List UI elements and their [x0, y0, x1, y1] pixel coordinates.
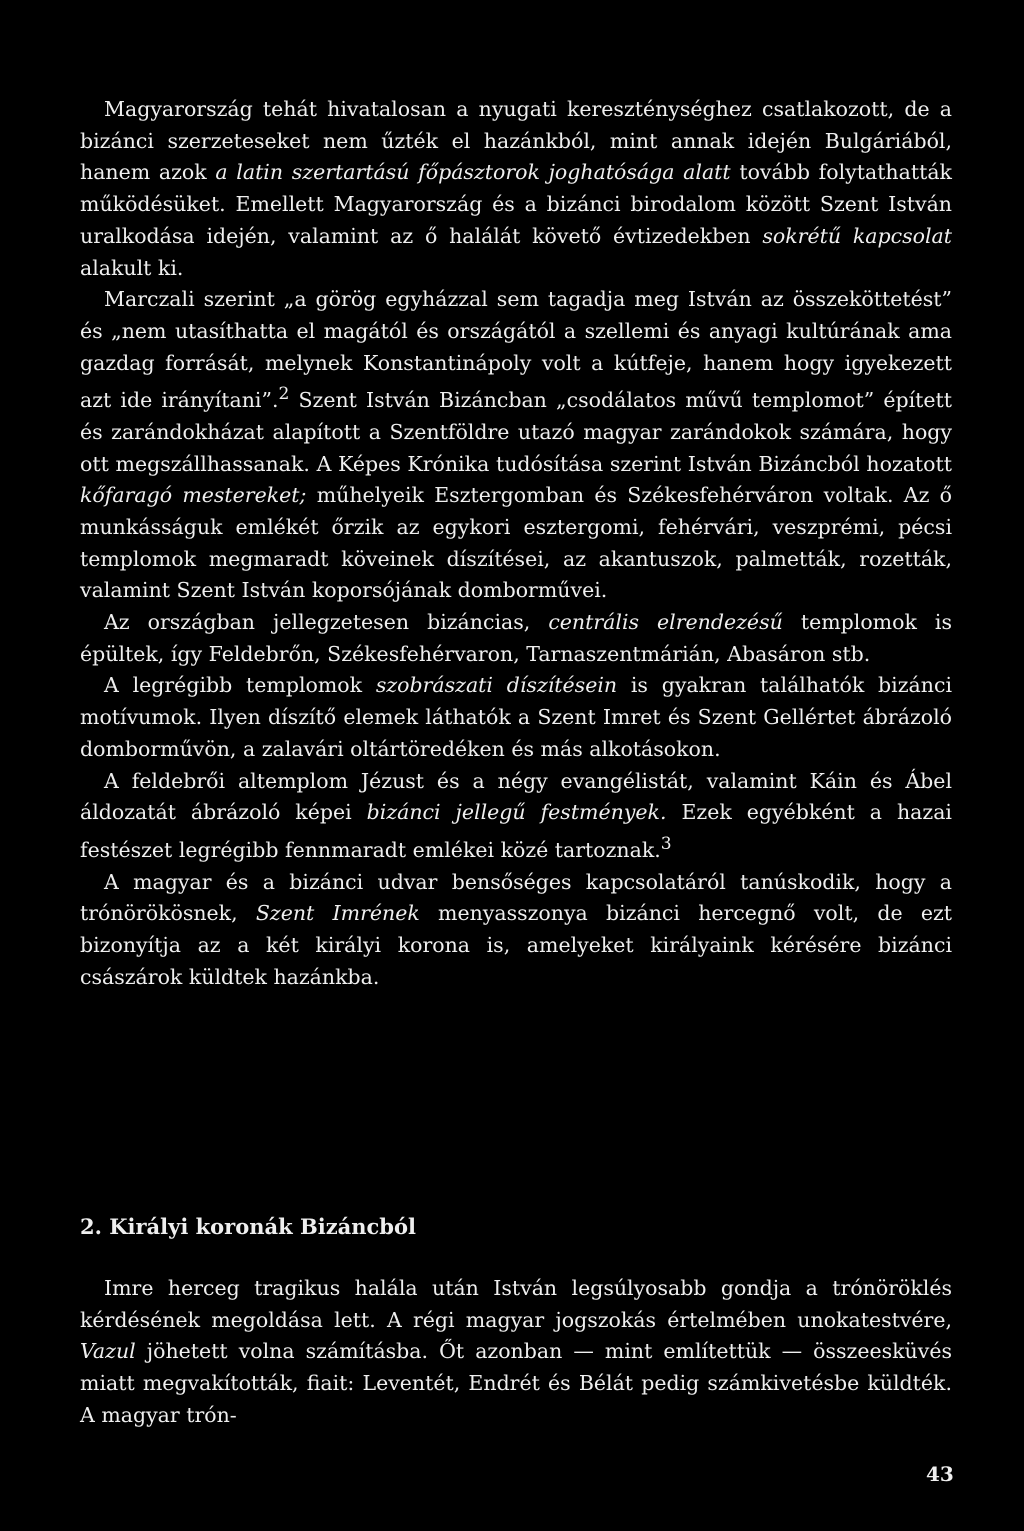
italic-emphasis: Szent Imrének: [255, 901, 420, 926]
text-run: Marczali szerint „a görög egyházzal sem tagadja meg István az összeköttetést” és „nem utasíthatta el magától és országától a szellemi és anyagi kultúrának ama gazdag forrását, melynek Konstantinápoly volt a kútfeje, hanem hogy igyekezett azt ide irányítani”.: [80, 287, 952, 413]
text-run: jöhetett volna számításba. Őt azonban — mint említettük — összeesküvés miatt megvakították, fiait: Leventét, Endrét és Bélát pedig számkivetésbe küldték. A magyar trón-: [80, 1339, 952, 1427]
paragraph: [80, 766, 952, 867]
text-run: menyasszonya bizánci hercegnő volt, de ezt bizonyítja az a két királyi korona is, amelyeket királyaink kérésére bizánci császárok küldtek hazánkba.: [80, 901, 952, 989]
paragraph: [80, 607, 952, 670]
footnote-marker: 3: [660, 834, 672, 854]
text-run: tovább folytathatták működésüket. Emellett Magyarország és a bizánci birodalom között Szent István uralkodása idején, valamint az ő halálát követő évtizedekben: [80, 160, 952, 248]
text-run: templomok is épültek, így Feldebrőn, Székesfehérvaron, Tarnaszentmárián, Abasáron stb.: [80, 610, 952, 666]
italic-emphasis: szobrászati díszítésein: [375, 673, 618, 698]
text-run: Magyarország tehát hivatalosan a nyugati kereszténységhez csatlakozott, de a bizánci szerzeteseket nem űzték el hazánkból, mint annak idején Bulgáriából, hanem azok: [80, 97, 952, 185]
italic-emphasis: Vazul: [80, 1339, 136, 1364]
paragraph: [80, 1273, 952, 1432]
text-run: alakult ki.: [80, 255, 184, 280]
italic-emphasis: a latin szertartású főpásztorok joghatósága alatt: [215, 160, 731, 185]
text-run: Az országban jellegzetesen bizáncias,: [104, 610, 549, 635]
text-run: is gyakran találhatók bizánci motívumok. Ilyen díszítő elemek láthatók a Szent Imret és Szent Gellértet ábrázoló domborművön, a zalavári oltártöredéken és más alkotásokon.: [80, 673, 952, 761]
italic-emphasis: sokrétű kapcsolat: [762, 223, 952, 248]
italic-emphasis: centrális elrendezésű: [548, 610, 783, 635]
text-run: Imre herceg tragikus halála után István legsúlyosabb gondja a trónöröklés kérdésének megoldása lett. A régi magyar jogszokás értelmében unokatestvére,: [80, 1276, 952, 1332]
paragraph: [80, 670, 952, 765]
text-run: A legrégibb templomok: [104, 673, 376, 698]
section-heading: 2. Királyi koronák Bizáncból: [80, 1214, 416, 1239]
text-run: A feldebrői altemplom Jézust és a négy evangélistát, valamint Káin és Ábel áldozatát ábrázoló képei: [80, 768, 952, 825]
text-run: Ezek egyébként a hazai festészet legrégibb fennmaradt emlékei közé tartoznak.: [80, 800, 952, 862]
main-text-block: [80, 94, 952, 993]
paragraph: [80, 867, 952, 994]
paragraph: [80, 284, 952, 607]
section-text-block: [80, 1273, 952, 1432]
footnote-marker: 2: [278, 384, 290, 405]
text-run: A magyar és a bizánci udvar bensőséges kapcsolatáról tanúskodik, hogy a trónörökösnek,: [80, 869, 952, 926]
text-run: műhelyeik Esztergomban és Székesfehérváron voltak. Az ő munkásságuk emlékét őrzik az egykori esztergomi, fehérvári, veszprémi, pécsi templomok megmaradt köveinek díszítései, az akantuszok, palmetták, rozetták, valamint Szent István koporsójának domborművei.: [80, 483, 953, 603]
italic-emphasis: bizánci jellegű festmények.: [366, 800, 667, 825]
paragraph: [80, 94, 952, 284]
italic-emphasis: kőfaragó mestereket;: [80, 483, 307, 508]
text-run: Szent István Bizáncban „csodálatos művű templomot” épített és zarándokházat alapított a Szentföldre utazó magyar zarándokok számára, hogy ott megszállhassanak. A Képes Krónika tudósítása szerint István Bizáncból hozatott: [80, 388, 952, 476]
page-number: 43: [926, 1462, 954, 1486]
